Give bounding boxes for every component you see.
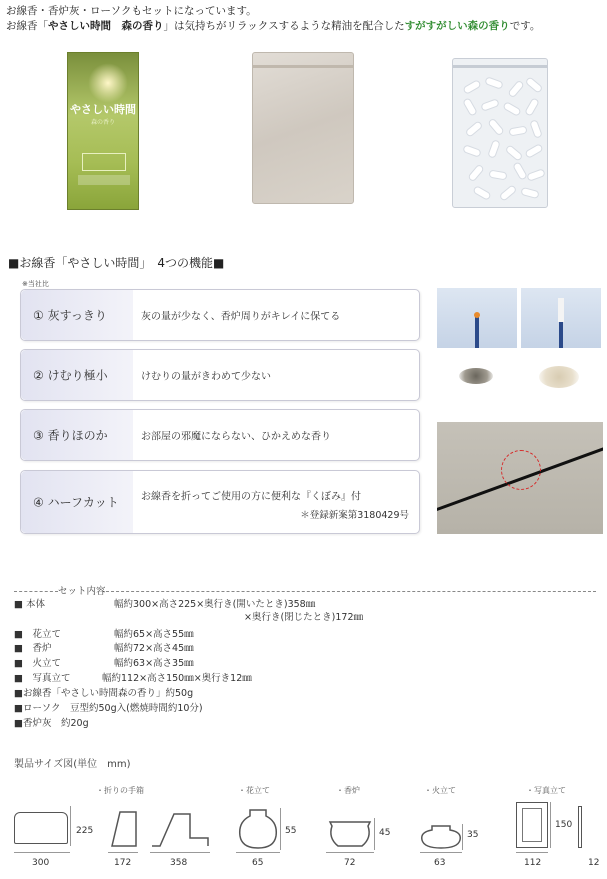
size-diagram-title: 製品サイズ図(単位 mm) [14, 759, 131, 770]
dim-box-w: 300 [32, 858, 50, 868]
set-row: ■ 本体 幅約300×高さ225×奥行き(開いたとき)358㎜ [14, 599, 316, 610]
highlight-circle [501, 450, 541, 490]
set-row: ■ 写真立て 幅約112×高さ150㎜×奥行き12㎜ [14, 673, 252, 684]
dim-vase-h: 55 [285, 826, 297, 836]
set-contents-heading: セット内容 [14, 583, 596, 597]
box-front-shape [14, 812, 68, 844]
functions-section-title: ■お線香「やさしい時間」 4つの機能■ [8, 256, 225, 270]
candle-bag-image [452, 58, 548, 208]
dim-frame-d: 12 [588, 858, 600, 868]
candle-holder-shape [420, 824, 462, 850]
dim-candle-w: 63 [434, 858, 446, 868]
function-label: ② けむり極小 [33, 368, 108, 383]
dim-box-d2: 358 [170, 858, 188, 868]
photo-frame-shape [516, 802, 548, 848]
half-cut-photo [437, 422, 603, 534]
function-desc-note: ＊登録新案第3180429号 [300, 510, 409, 521]
set-row: ■ 香炉 幅約72×高さ45㎜ [14, 643, 194, 654]
function-item-smoke [20, 349, 420, 401]
dim-frame-h: 150 [555, 820, 573, 830]
photo-frame-side-shape [578, 806, 582, 848]
box-side-closed-shape [108, 808, 138, 848]
set-row: ■ 花立て 幅約65×高さ55㎜ [14, 629, 194, 640]
function-item-scent [20, 409, 420, 461]
set-row: ■香炉灰 約20g [14, 718, 89, 729]
vase-shape [236, 808, 280, 850]
function-desc: お部屋の邪魔にならない、ひかえめな香り [141, 431, 331, 443]
label-candle: ・火立て [424, 786, 456, 795]
burner-shape [326, 818, 374, 850]
set-row: ■ 火立て 幅約63×高さ35㎜ [14, 658, 194, 669]
comparison-photo [437, 288, 603, 410]
dim-burner-h: 45 [379, 828, 391, 838]
function-desc: お線香を折ってご使用の方に便利な『くぼみ』付 [141, 491, 361, 503]
function-item-ash [20, 289, 420, 341]
intro-line-1: お線香・香炉灰・ローソクもセットになっています。 [6, 5, 257, 17]
package-subtitle: 森の香り [90, 119, 115, 126]
function-label: ① 灰すっきり [33, 308, 107, 323]
label-vase: ・花立て [238, 786, 270, 795]
dim-burner-w: 72 [344, 858, 356, 868]
label-burner: ・香炉 [336, 786, 360, 795]
set-row: ×奥行き(閉じたとき)172㎜ [244, 612, 364, 623]
intro-line-2: お線香「やさしい時間 森の香り」は気持ちがリラックスするような精油を配合したすがすがしい森の香りです。 [6, 20, 541, 32]
dim-box-d1: 172 [114, 858, 132, 868]
function-desc: 灰の量が少なく、香炉周りがキレイに保てる [141, 311, 341, 323]
dim-frame-w: 112 [524, 858, 542, 868]
function-desc: けむりの量がきわめて少ない [141, 371, 271, 383]
box-side-open-shape [150, 808, 210, 848]
function-label: ③ 香りほのか [33, 428, 108, 443]
incense-ash-bag-image [252, 52, 354, 204]
label-box: ・折りの手箱 [96, 786, 144, 795]
comparison-note: ※当社比 [22, 280, 49, 288]
incense-package-image [67, 52, 139, 210]
function-label: ④ ハーフカット [33, 495, 119, 510]
dim-box-h: 225 [76, 826, 94, 836]
dim-candle-h: 35 [467, 830, 479, 840]
label-frame: ・写真立て [526, 786, 566, 795]
package-title: やさしい時間 [70, 103, 136, 116]
function-item-half-cut [20, 470, 420, 534]
set-row: ■ローソク 豆型約50g入(燃焼時間約10分) [14, 703, 203, 714]
dim-vase-w: 65 [252, 858, 264, 868]
set-row: ■お線香「やさしい時間森の香り」約50g [14, 688, 194, 699]
